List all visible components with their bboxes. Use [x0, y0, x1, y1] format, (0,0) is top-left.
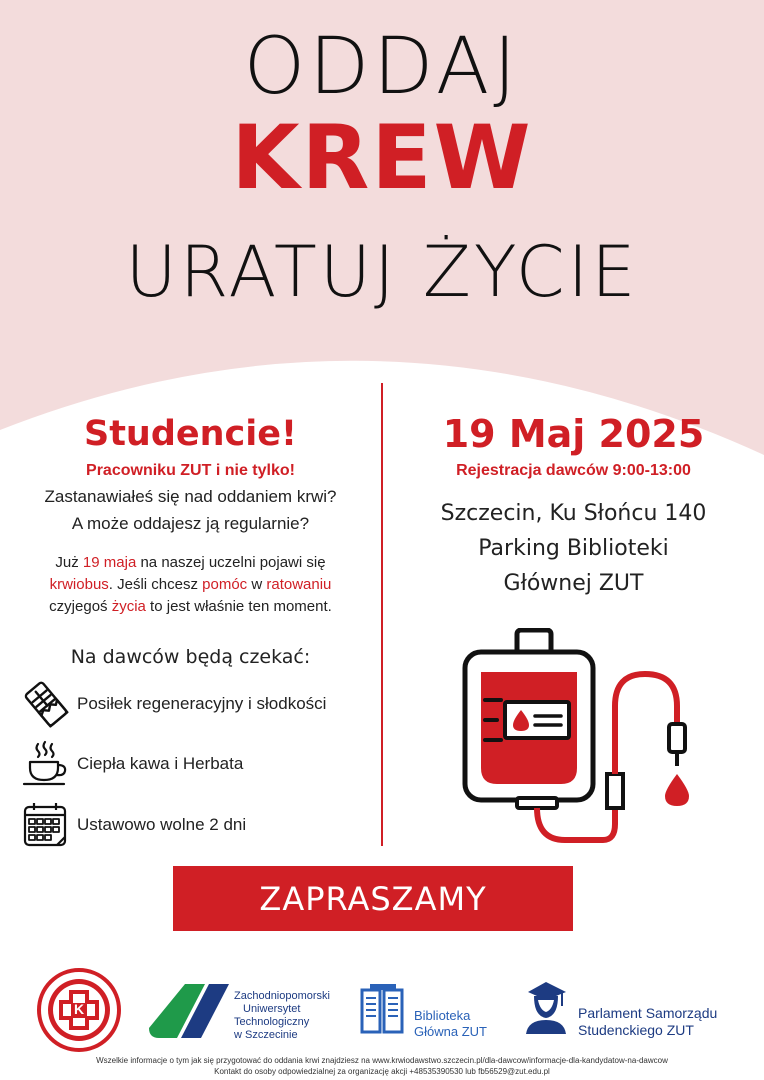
headline-line-1: ODDAJ: [243, 22, 521, 112]
parliament-line-2: Studenckiego ZUT: [578, 1022, 694, 1038]
location-line-2: Parking Biblioteki: [478, 536, 669, 561]
library-logo-icon: [360, 984, 406, 1036]
zut-line-3: Technologiczny: [234, 1016, 310, 1028]
zut-line-2: Uniwersytet: [243, 1003, 301, 1015]
event-date: 19 Maj 2025: [442, 412, 705, 456]
footer-contact-line: Kontakt do osoby odpowiedzialnej za organizację akcji +48535390530 lub fb56529@zut.edu.pl: [214, 1067, 550, 1076]
info-paragraph: [0, 552, 381, 618]
left-column: [0, 412, 381, 670]
benefit-item: [22, 740, 382, 788]
info-highlight-life: życia: [111, 598, 146, 615]
info-highlight-saving: ratowaniu: [266, 576, 332, 593]
benefit-label: Ustawowo wolne 2 dni: [77, 815, 247, 834]
location-line-3: Głównej ZUT: [503, 571, 644, 596]
students-title: Studencie!: [83, 414, 297, 454]
zut-line-1: Zachodniopomorski: [234, 990, 330, 1002]
library-line-1: Biblioteka: [414, 1008, 471, 1023]
blood-bag-icon: [455, 628, 695, 850]
parliament-logo-icon: [522, 978, 570, 1034]
coffee-cup-icon: [22, 740, 70, 788]
location-line-1: Szczecin, Ku Słońcu 140: [440, 501, 707, 526]
calendar-icon: [22, 801, 70, 849]
club-logo-letter: K: [73, 1001, 85, 1017]
question-line-2: A może oddajesz ją regularnie?: [71, 514, 310, 533]
info-highlight-help: pomóc: [202, 576, 248, 593]
info-text: czyjegoś: [49, 598, 112, 615]
info-text: . Jeśli chcesz: [108, 576, 203, 593]
students-subtitle: Pracowniku ZUT i nie tylko!: [86, 462, 295, 479]
donors-await-title: Na dawców będą czekać:: [70, 646, 311, 668]
info-highlight-bus: krwiobus: [49, 576, 109, 593]
headline-line-3: URATUJ ŻYCIE: [125, 231, 639, 313]
info-text: Już: [55, 554, 83, 571]
blood-donors-club-logo: [37, 968, 121, 1052]
library-logo-text: [414, 1008, 487, 1040]
benefit-item: [22, 680, 382, 728]
footer: [0, 1055, 764, 1077]
invite-button[interactable]: ZAPRASZAMY: [173, 866, 573, 931]
zut-line-4: w Szczecinie: [234, 1029, 298, 1041]
zut-logo-text: [234, 990, 330, 1042]
right-column: [383, 410, 764, 601]
question-line-1: Zastanawiałeś się nad oddaniem krwi?: [44, 487, 337, 506]
location-address: [383, 496, 764, 601]
chocolate-icon: [22, 680, 70, 728]
footer-info-line: Wszelkie informacje o tym jak się przygotować do oddania krwi znajdziesz na www.krwiodawstwo.szczecin.pl/dla-dawcow/informacje-dla-kandydatow-na-dawcow: [96, 1056, 668, 1065]
parliament-line-1: Parlament Samorządu: [578, 1005, 718, 1021]
info-text: na naszej uczelni pojawi się: [136, 554, 326, 571]
benefit-label: Posiłek regeneracyjny i słodkości: [77, 694, 327, 713]
info-text: to jest właśnie ten moment.: [145, 598, 332, 615]
benefit-item: [22, 801, 382, 849]
parliament-logo-text: [578, 1005, 717, 1039]
zut-logo: [147, 982, 229, 1038]
headline-line-2: KREW: [231, 106, 533, 209]
benefit-label: Ciepła kawa i Herbata: [77, 754, 244, 773]
registration-hours: Rejestracja dawców 9:00-13:00: [456, 462, 691, 479]
info-text: w: [247, 576, 267, 593]
library-line-2: Główna ZUT: [414, 1024, 487, 1039]
info-highlight-date: 19 maja: [82, 554, 137, 571]
